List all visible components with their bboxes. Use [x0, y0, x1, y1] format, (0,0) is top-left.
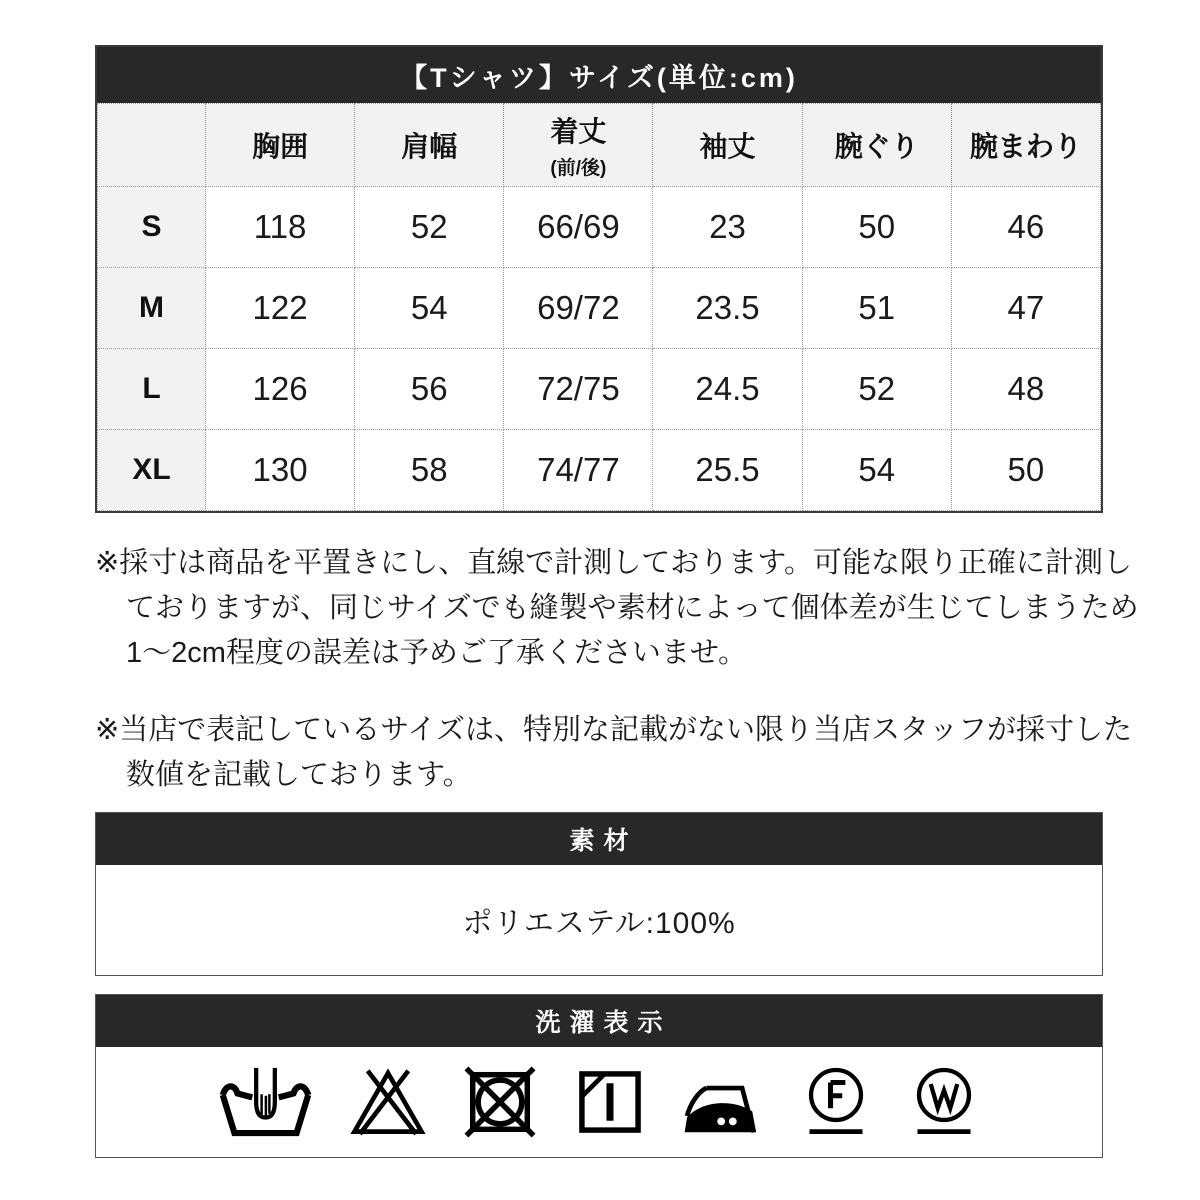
note-line: 数値を記載しております。 [126, 759, 472, 791]
iron-medium-icon [680, 1063, 767, 1141]
note-staff-measured [95, 708, 1132, 798]
laundry-header: 洗濯表示 [535, 1009, 672, 1037]
column-header-label: 腕ぐり [834, 131, 919, 162]
size-label: M [98, 268, 206, 349]
column-header-length-sublabel: (前/後) [550, 158, 607, 179]
size-value-cell: 48 [951, 349, 1100, 430]
size-table-header-row [98, 104, 1101, 187]
size-table-row [98, 430, 1101, 511]
size-table-title: 【Tシャツ】サイズ(単位:cm) [400, 62, 798, 93]
size-value-cell: 66/69 [504, 187, 653, 268]
size-table-title-bar [97, 47, 1101, 103]
size-table-section [95, 45, 1103, 513]
column-header-label: 袖丈 [699, 131, 756, 162]
note-line: ※採寸は商品を平置きにし、直線で計測しております。可能な限り正確に計測し [95, 547, 1132, 579]
dry-in-shade-icon [570, 1063, 650, 1141]
laundry-section [95, 994, 1103, 1158]
size-value-cell: 56 [355, 349, 504, 430]
size-value-cell: 23.5 [653, 268, 802, 349]
size-value-cell: 74/77 [504, 430, 653, 511]
size-value-cell: 25.5 [653, 430, 802, 511]
size-table-row [98, 268, 1101, 349]
material-value: ポリエステル:100% [96, 865, 1102, 975]
do-not-tumble-dry-icon [460, 1063, 540, 1141]
column-header-label: 肩幅 [401, 131, 458, 162]
column-header-label: 胸囲 [252, 131, 309, 162]
size-value-cell: 24.5 [653, 349, 802, 430]
note-line: ※当店で表記しているサイズは、特別な記載がない限り当店スタッフが採寸した [95, 714, 1132, 746]
dry-clean-petroleum-gentle-icon [797, 1063, 875, 1141]
wet-clean-gentle-icon [905, 1063, 983, 1141]
size-value-cell: 51 [802, 268, 951, 349]
size-value-cell: 47 [951, 268, 1100, 349]
size-table [97, 103, 1101, 511]
column-header-sleeve [653, 104, 802, 187]
size-value-cell: 130 [206, 430, 355, 511]
column-header-label: 着丈 [550, 116, 607, 147]
size-value-cell: 72/75 [504, 349, 653, 430]
laundry-header-bar [96, 995, 1102, 1047]
column-header-chest [206, 104, 355, 187]
size-value-cell: 126 [206, 349, 355, 430]
size-chart-content [95, 45, 1139, 1158]
size-value-cell: 69/72 [504, 268, 653, 349]
size-table-body [98, 187, 1101, 511]
column-header-blank [98, 104, 206, 187]
note-measurement [95, 541, 1139, 676]
size-value-cell: 46 [951, 187, 1100, 268]
size-value-cell: 23 [653, 187, 802, 268]
note-line: 1〜2cm程度の誤差は予めご了承くださいませ。 [126, 637, 748, 669]
size-value-cell: 52 [355, 187, 504, 268]
size-value-cell: 54 [802, 430, 951, 511]
material-header-bar [96, 813, 1102, 865]
size-value-cell: 50 [951, 430, 1100, 511]
size-value-cell: 118 [206, 187, 355, 268]
material-header: 素材 [569, 827, 638, 855]
column-header-arm-width [951, 104, 1100, 187]
column-header-length [504, 104, 653, 187]
note-line: ておりますが、同じサイズでも縫製や素材によって個体差が生じてしまうため [126, 592, 1139, 624]
laundry-icons [96, 1047, 1102, 1157]
size-value-cell: 52 [802, 349, 951, 430]
size-table-row [98, 187, 1101, 268]
hand-wash-icon [215, 1063, 316, 1141]
size-table-row [98, 349, 1101, 430]
do-not-bleach-icon [346, 1063, 430, 1141]
size-value-cell: 50 [802, 187, 951, 268]
size-label: S [98, 187, 206, 268]
column-header-shoulder [355, 104, 504, 187]
size-label: XL [98, 430, 206, 511]
size-value-cell: 54 [355, 268, 504, 349]
material-section [95, 812, 1103, 976]
column-header-label: 腕まわり [969, 131, 1082, 162]
size-value-cell: 122 [206, 268, 355, 349]
size-label: L [98, 349, 206, 430]
size-value-cell: 58 [355, 430, 504, 511]
column-header-armhole [802, 104, 951, 187]
